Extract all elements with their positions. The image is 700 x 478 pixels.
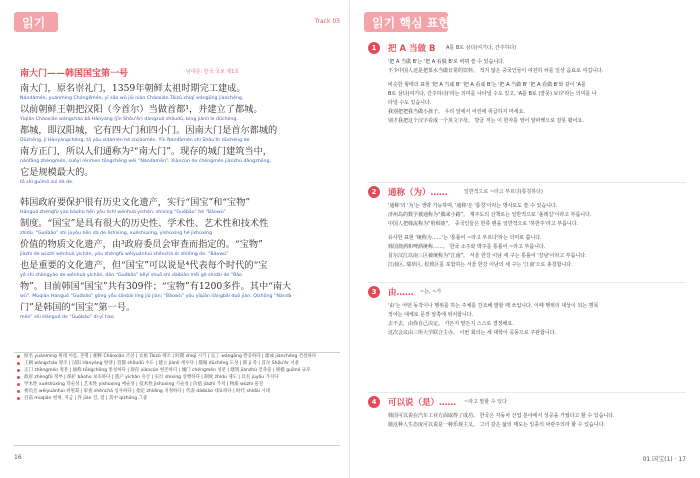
cn-line: 韩国政府要保护很有历史文化遗产，实行“国宝”和“宝物”	[20, 197, 251, 208]
entry-divider	[368, 282, 686, 283]
entry-line: '把 A 当做 B'는 '把 A 看做 B'로 바꿔 쓸 수 있습니다.	[388, 59, 505, 65]
entry-line: '通称'의 '为'는 생략 가능하며, '通称'은 '통칭'이라는 명사로도 쓸 수 있습니다.	[388, 203, 558, 209]
cn-line: 南大门，原名崇礼门，1359年朝鲜太祖时期完工建成。	[20, 83, 246, 94]
reading-title: 南大门——韩国国宝第一号	[20, 69, 129, 79]
bullet-icon	[17, 383, 20, 386]
example-line: 她这种人生态度可以说是一种乐观主义。 그녀 같은 삶의 태도는 일종의 낙관주의라 할 수 있습니다.	[388, 422, 605, 428]
expression-entry-3	[368, 286, 686, 356]
vocab-line	[14, 388, 340, 395]
entry-description: 일반적으로 ~라고 부르다(통칭하다)	[464, 189, 543, 195]
entry-line: '由'는 어떤 동작이나 행위를 하는 주체를 강조해 말할 때 쓰입니다. 이때 행위의 대상이 되는 명목	[388, 303, 599, 309]
bullet-icon	[17, 355, 20, 358]
bullet-icon	[17, 376, 20, 379]
vocab-text: 目前 mùqián 현재, 지금 | 件 jiàn 건, 점 | 其中 qízhōng 그중	[24, 396, 148, 401]
example-line: 首尔汉江以南三区被统称为“江南”。 서울 한강 이남 세 구는 통틀어 '강남'이라고 부릅니다.	[388, 253, 587, 259]
entry-title: 把 A 当做 B	[388, 44, 436, 54]
right-page	[350, 0, 700, 478]
entry-title: 通称（为）……	[388, 188, 448, 198]
bullet-icon	[17, 369, 20, 372]
pinyin-line: Dūchéng, jí Hànyángchéng, tā yǒu sìdàmén hé sìxiǎomén. Yīn Nándàmén shì Shǒu'ěr dūchéng de	[20, 138, 250, 143]
entry-title: 由……	[388, 288, 414, 298]
pinyin-line: zhìdù. “Guóbǎo” shì jùyǒu hěn dà de lìshǐxìng, xuéshùxìng, yìshùxìng hé jìshùxìng	[20, 231, 213, 236]
example-line: 这次会议由三所大学联合主办。 이번 회의는 세 대학이 공동으로 주관합니다.	[388, 330, 557, 336]
bullet-icon	[17, 390, 20, 393]
pinyin-line: jiàzhí de wùzhì wénhuà yíchǎn, yóu zhèngfǔ wěiyuánhuì shěnchá ér zhǐdìng de. “Bǎowù”	[20, 252, 229, 257]
page-number-left: 16	[14, 454, 22, 461]
cn-line: 南方正门，所以人们通称为²“南大门”。现存的城门建筑当中，	[20, 146, 272, 157]
example-line: 不少中国人还是把茶水当做日常的饮料。 적지 않은 중국인들이 여전히 차를 일상 음료로 여깁니다.	[388, 68, 604, 74]
pinyin-line: tā shì guīmó zuì dà de.	[20, 180, 74, 185]
cn-line: 都城，即汉阳城，它有四大门和四小门。因南大门是首尔都城的	[20, 125, 278, 136]
reading-paragraph-2	[20, 196, 340, 346]
right-header	[358, 6, 688, 34]
pinyin-line: wù”. Mùqián Hánguó “Guóbǎo” gòng yǒu sānbǎi líng jiǔ jiàn; “Bǎowù” yǒu yīqiān liǎngbǎi duō jiàn. Qízhōng “Nándà	[20, 294, 292, 299]
example-line: 韩国烧酒和啤酒统称……。 한국 소주와 맥주를 통틀어 ~라고 부릅니다.	[388, 244, 546, 250]
entry-line: B로 삼다(여기다, 간주하다)'라는 의미를 나타낼 수도 있고, 'A를 B로 (잘못) 보다'라는 의미를 나	[388, 91, 597, 97]
vocab-line	[14, 381, 340, 388]
pinyin-line: yě shì zhòngyào de wénhuà yíchǎn, dàn “Guóbǎo” kěyǐ shuō shì dàibiǎo měi gè shídài de “Bǎo	[20, 273, 243, 278]
cn-line: 它是规模最大的。	[20, 167, 94, 178]
entry-number-badge: 1	[368, 42, 380, 54]
entry-description: ~라고 말할 수 있다	[464, 399, 507, 405]
pinyin-line: nánfāng zhèngmén, suǒyǐ rénmen tōngchēng wéi “Nándàmén”. Xiàncún de chéngmén jiànzhù dāngzhōng,	[20, 159, 271, 164]
entry-title: 可以说（是）……	[388, 398, 457, 408]
entry-description: ~는, ~가	[420, 289, 442, 295]
entry-line: 유사한 표현 '统称为……'는 '통틀어 ~라고 부르다'라는 의미로 씁니다.	[388, 235, 542, 241]
vocab-line	[14, 395, 340, 402]
cn-line: 也是重要的文化遗产，但“国宝”可以说是⁴代表每个时代的“宝	[20, 260, 268, 271]
vocab-text: 委员会 wěiyuánhuì 위원회 | 审查 shěnchá 심사하다 | 指定 zhǐdìng 지정하다 | 代表 dàibiǎo 대표하다 | 时代 shídài 시대	[24, 389, 270, 394]
page-number-right: 01 国宝(1) · 17	[642, 456, 686, 463]
cn-line: 制度。“国宝”是具有很大的历史性、学术性、艺术性和技术性	[20, 218, 269, 229]
entry-number-badge: 3	[368, 286, 380, 298]
entry-body	[388, 58, 686, 126]
example-line: 别才我把这个汉字看成一个英文字母。 방금 저는 이 한자를 영어 알파벳으로 잘못 봤어요.	[388, 118, 584, 124]
entry-divider	[368, 182, 686, 183]
entry-body	[388, 302, 686, 338]
cn-line: 以前朝鲜王朝把汉阳（今首尔）当做首都¹，并建立了都城。	[20, 104, 263, 115]
bullet-icon	[17, 362, 20, 365]
vocab-line	[14, 353, 340, 360]
vocab-text: 王朝 wángcháo 왕조 | 汉阳 Hànyáng 한양 | 首都 shǒudū 수도 | 建立 jiànlì 세우다 | 都城 dūchéng 도성 | 即 jí 즉 | 首尔 Shǒu'ěr 서울	[24, 361, 300, 366]
vocab-text: 学术性 xuéshùxìng 학술성 | 艺术性 yìshùxìng 예술성 | 技术性 jìshùxìng 기술성 | 价值 jiàzhí 가치 | 物质 wùzhì 물질	[24, 382, 264, 387]
entry-line: 적어는 대체로 문장 앞쪽에 위치합니다.	[388, 312, 474, 318]
vocab-text: 原名 yuánmíng 원래 이름, 본명 | 朝鲜 Cháoxiǎn 조선 | 太祖 Tàizǔ 태조 | 时期 shíqī 시기 | 完工 wángōng 완공하다 | 建成 jiànchéng 건설하다	[24, 354, 317, 359]
example-line: 济州岛的数字被通称为“偶来小路”。 제주도의 산책로는 일반적으로 '올레길'이라고 부릅니다.	[388, 212, 592, 218]
cn-line: 价值的物质文化遗产，由³政府委员会审查而指定的。“宝物”	[20, 239, 263, 250]
example-line: 中国人把韩流称为“哈韩族”。 중국인들은 한류 팬을 일반적으로 '하한주'라고 부릅니다.	[388, 221, 579, 227]
entry-description: A를 B로 삼다(여기다, 간주하다)	[446, 45, 517, 51]
vocabulary-box	[14, 352, 340, 446]
entry-body	[388, 412, 686, 430]
example-line: 去不去，由你自己决定。 가든지 말든지 스스로 결정해요.	[388, 321, 514, 327]
entry-line: 비슷한 형태의 표현 '把 A 当成 B' '把 A 看成 B'는 '把 A 当做 B' '把 A 看做 B'와 같이 'A를	[388, 82, 586, 88]
expression-entry-1	[368, 42, 686, 188]
entry-line: 타낼 수도 있습니다.	[388, 100, 432, 106]
vocab-text: 正门 zhèngmén 정문 | 通称 tōngchēng 통칭하다 | 现存 xiàncún 현존하다 | 城门 chéngmén 성문 | 建筑 jiànzhù 건축물 | 规模 guīmó 규모	[24, 368, 311, 373]
vocab-text: 政府 zhèngfǔ 정부 | 保护 bǎohù 보호하다 | 遗产 yíchǎn 유산 | 实行 shíxíng 실행하다 | 制度 zhìdù 제도 | 具有 jùyǒu 가지다	[24, 375, 279, 380]
left-header	[0, 6, 350, 34]
section-title: 읽기 핵심 표현	[372, 16, 450, 30]
entry-divider	[368, 392, 686, 393]
reading-title-sub: 남대문: 한국 국보 제1호	[186, 69, 240, 75]
vocab-line	[14, 374, 340, 381]
vocab-line	[14, 367, 340, 374]
entry-body	[388, 202, 686, 270]
cn-line: 物”。目前韩国“国宝”共有309件；“宝物”有1200多件。其中“南大	[20, 281, 292, 292]
expression-entry-4	[368, 396, 686, 450]
pinyin-line: mén” shì Hánguó de “Guóbǎo” dì-yī hào.	[20, 315, 116, 320]
entry-line: 江南区, 瑞草区, 松坡区를 포함하는 서울 한강 이남의 세 구는 '江南'으로 총칭합니다.	[388, 262, 573, 268]
cn-line: 门”是韩国的“国宝”第一号。	[20, 302, 136, 313]
pinyin-line: Hánguó zhèngfǔ yào bǎohù hěn yǒu lìshǐ wénhuà yíchǎn, shíxíng “Guóbǎo” hé “Bǎowù”	[20, 210, 227, 215]
example-line: 我别把把我当做小孩子。 우리 앞에서 어린애 취급하지 마세요.	[388, 109, 525, 115]
entry-number-badge: 2	[368, 186, 380, 198]
entry-number-badge: 4	[368, 396, 380, 408]
vocab-line	[14, 360, 340, 367]
reading-paragraph-1	[20, 82, 340, 188]
pinyin-line: Nándàmén, yuánmíng Chónglǐmén, yī sān wǔ jiǔ nián Cháoxiǎn Tàizǔ shíqī wángōng jiànchéng.	[20, 96, 244, 101]
section-title: 읽기	[22, 16, 46, 30]
example-line: 韩国可以说在汽车工业方面取得了成功。 한국은 자동차 산업 분야에서 성공을 거뒀다고 할 수 있습니다.	[388, 413, 615, 419]
track-label: Track 03	[314, 18, 340, 25]
bullet-icon	[17, 397, 20, 400]
pinyin-line: Yǐqián Cháoxiǎn wángcháo bǎ Hànyáng (jīn Shǒu'ěr) dàngzuò shǒudū, bìng jiànlì le dūchéng.	[20, 117, 238, 122]
